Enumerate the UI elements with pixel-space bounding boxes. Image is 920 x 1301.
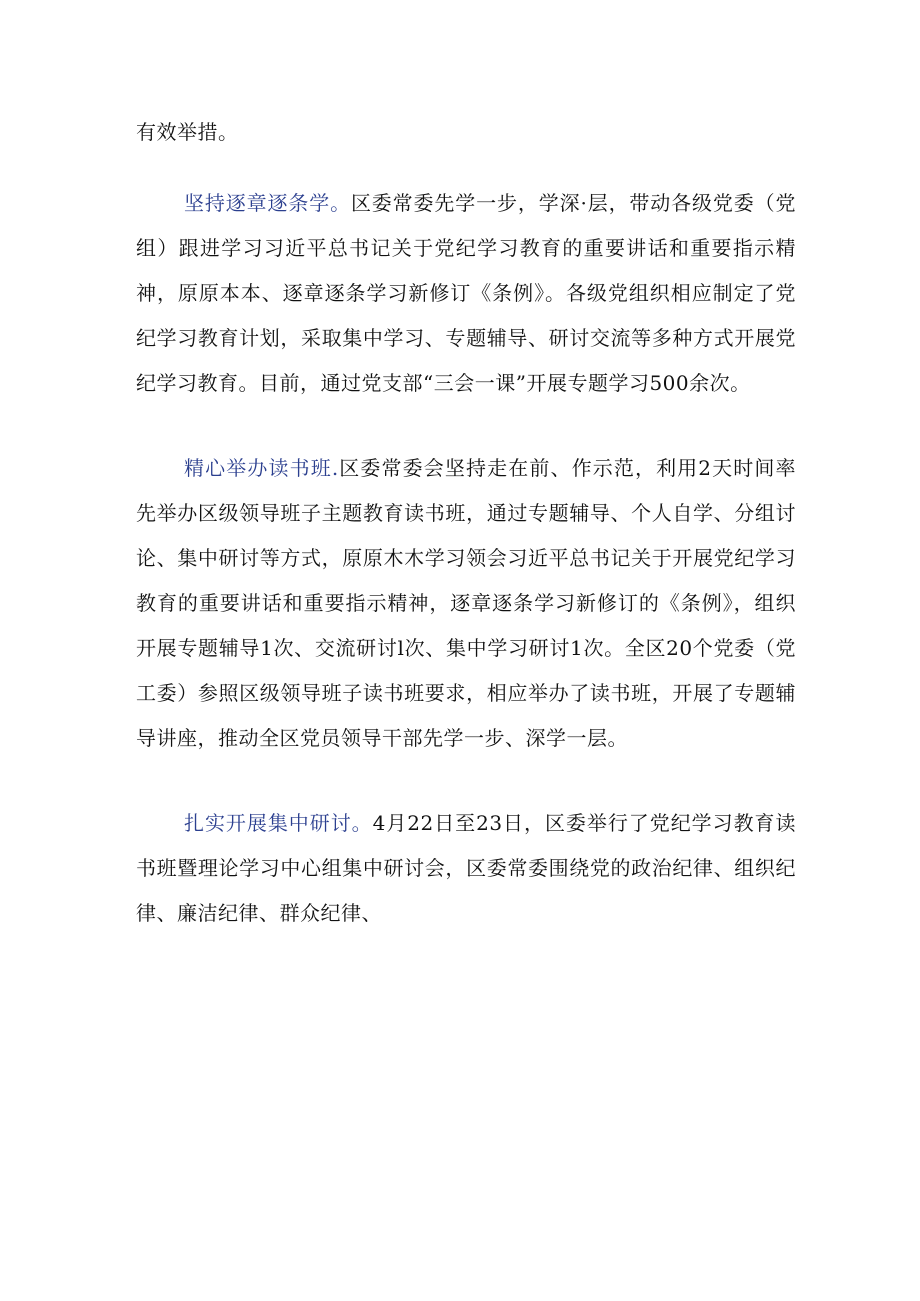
paragraph-text: 有效举措。 <box>136 120 239 144</box>
paragraph-text: 区委常委先学一步，学深·层，带动各级党委（党组）跟进学习习近平总书记关于党纪学习教育的重要讲话和重要指示精神，原原本本、逐章逐条学习新修订《条例》。各级党组织相应制定了党纪学习教育计划，采取集中学习、专题辅导、研讨交流等多种方式开展党纪学习教育。目前，通过党支部“三会一课”开展专题学习500余次。 <box>136 191 796 395</box>
paragraph-study-chapters <box>136 181 796 406</box>
section-heading: 精心举办读书班. <box>184 456 339 480</box>
paragraph-fragment <box>136 110 796 155</box>
section-heading: 扎实开展集中研讨。 <box>184 811 373 835</box>
paragraph-text: 区委常委会坚持走在前、作示范，利用2天时间率先举办区级领导班子主题教育读书班，通过专题辅导、个人自学、分组讨论、集中研讨等方式，原原木木学习领会习近平总书记关于开展党纪学习教育的重要讲话和重要指示精神，逐章逐条学习新修订的《条例》，组织开展专题辅导1次、交流研讨l次、集中学习研讨1次。全区20个党委（党工委）参照区级领导班子读书班要求，相应举办了读书班，开展了专题辅导讲座，推动全区党员领导干部先学一步、深学一层。 <box>136 456 796 750</box>
paragraph-reading-class <box>136 446 796 761</box>
paragraph-text: 4月22日至23日，区委举行了党纪学习教育读书班暨理论学习中心组集中研讨会，区委常委围绕党的政治纪律、组织纪律、廉洁纪律、群众纪律、 <box>136 811 797 925</box>
section-heading: 坚持逐章逐条学。 <box>184 191 351 215</box>
paragraph-seminar <box>136 801 796 936</box>
